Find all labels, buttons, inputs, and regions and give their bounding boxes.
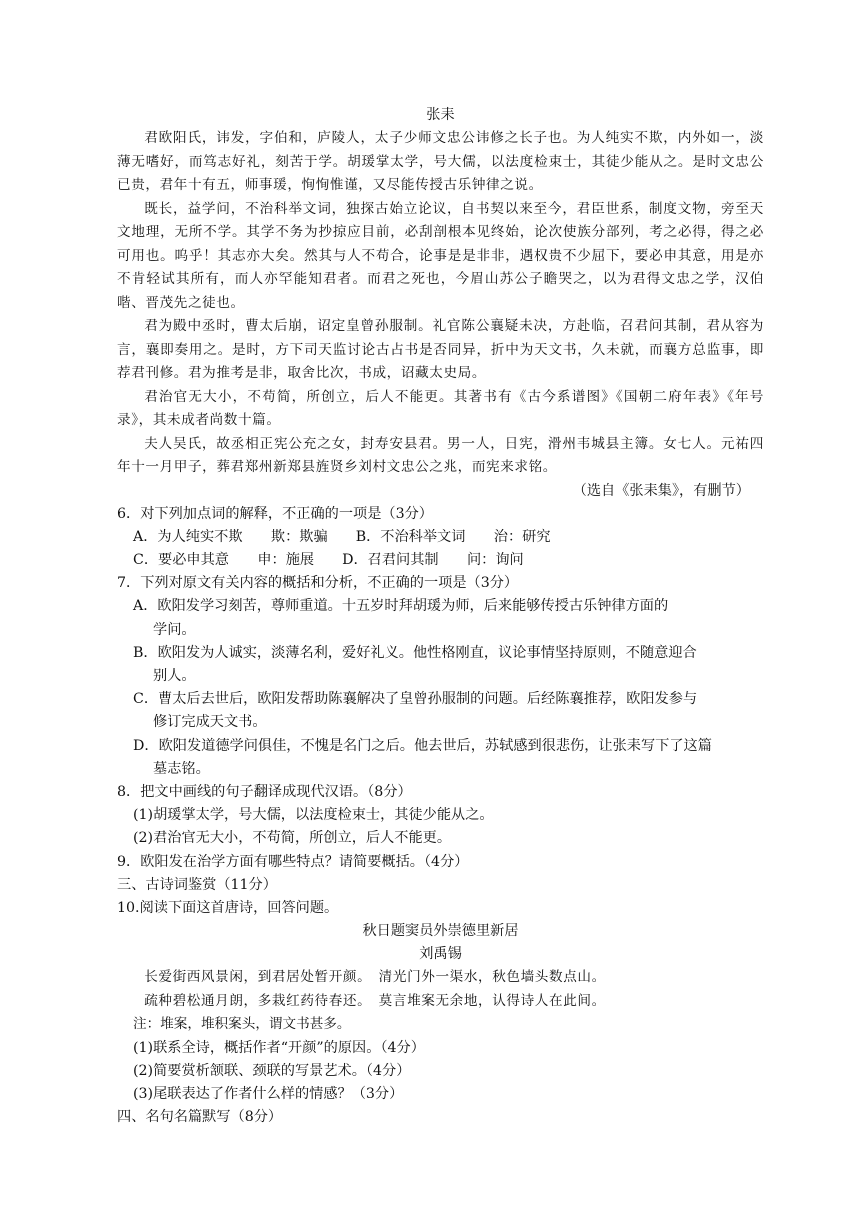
poem-line: 疏种碧松通月朗，多栽红药待春还。 莫言堆案无余地，认得诗人在此间。 bbox=[144, 992, 606, 1009]
poem-line: 长爱街西风景闲，到君居处暂开颜。 清光门外一渠水，秋色墙头数点山。 bbox=[144, 969, 606, 986]
poem-title: 秋日题窦员外崇德里新居 bbox=[362, 923, 519, 940]
question-10 bbox=[117, 897, 764, 1106]
question-10-stem: 10.阅读下面这首唐诗，回答问题。 bbox=[117, 899, 339, 916]
passage-title: 张耒 bbox=[426, 107, 455, 123]
question-8-item: (2)君治官无大小，不苟简，所创立，后人不能更。 bbox=[133, 830, 452, 847]
question-9: 9．欧阳发在治学方面有哪些特点？请简要概括。（4分） bbox=[117, 853, 469, 870]
option-b: B．欧阳发为人诚实，淡薄名利，爱好礼义。他性格刚直，议论事情坚持原则，不随意迎合 别人。 bbox=[133, 644, 697, 684]
option-b: B．不治科举文词 治：研究 bbox=[355, 528, 551, 545]
option-d: D．召君问其制 问：询问 bbox=[342, 551, 524, 568]
poem-text bbox=[117, 966, 764, 1013]
option-a: A．欧阳发学习刻苦，尊师重道。十五岁时拜胡瑗为师，后来能够传授古乐钟律方面的 学问。 bbox=[133, 598, 669, 638]
question-7-stem: 7．下列对原文有关内容的概括和分析，不正确的一项是（3分） bbox=[117, 575, 519, 592]
section-3-heading: 三、古诗词鉴赏（11分） bbox=[117, 876, 277, 893]
question-6 bbox=[117, 503, 764, 573]
passage-paragraph: 君欧阳氏，讳发，字伯和，庐陵人，太子少师文忠公讳修之长子也。为人纯实不欺，内外如一，淡薄无嗜好，而笃志好礼，刻苦于学。胡瑗掌太学，号大儒，以法度检束士，其徒少能从之。是时文忠公已贵，君年十有五，师事瑗，恂恂惟谨，又尽能传授古乐钟律之说。 bbox=[117, 130, 764, 193]
option-d: D．欧阳发道德学问俱佳，不愧是名门之后。他去世后，苏轼感到很悲伤，让张耒写下了这篇 墓志铭。 bbox=[133, 737, 712, 777]
question-10-item: (2)简要赏析颔联、颈联的写景艺术。（4分） bbox=[133, 1062, 411, 1079]
question-8-item: (1)胡瑗掌太学，号大儒，以法度检束士，其徒少能从之。 bbox=[133, 807, 494, 824]
option-c: C．曹太后去世后，欧阳发帮助陈襄解决了皇曾孙服制的问题。后经陈襄推荐，欧阳发参与 修订完成天文书。 bbox=[133, 691, 698, 731]
passage-paragraph: 夫人吴氏，故丞相正宪公充之女，封寿安县君。男一人，日宪，滑州韦城县主簿。女七人。元祐四年十一月甲子，葬君郑州新郑县旌贤乡刘村文忠公之兆，而宪来求铭。 bbox=[117, 435, 764, 475]
passage-text bbox=[117, 127, 764, 480]
question-7 bbox=[117, 572, 764, 781]
question-6-options-row bbox=[117, 526, 764, 549]
question-6-stem: 6．对下列加点词的解释，不正确的一项是（3分） bbox=[117, 505, 433, 522]
poem-author: 刘禹锡 bbox=[419, 946, 462, 963]
passage-paragraph: 君治官无大小，不苟简，所创立，后人不能更。其著书有《古今系谱图》《国朝二府年表》《年号录》，其未成者尚数十篇。 bbox=[117, 388, 764, 428]
passage-source: （选自《张耒集》，有删节） bbox=[572, 482, 750, 499]
option-c: C．要必申其意 申：施展 bbox=[133, 551, 315, 568]
question-8-stem: 8．把文中画线的句子翻译成现代汉语。（8分） bbox=[117, 783, 412, 800]
question-6-options-row bbox=[117, 549, 764, 572]
passage-paragraph: 既长，益学问，不治科举文词，独探古始立论议，自书契以来至今，君臣世系，制度文物，旁至天文地理，无所不学。其学不务为抄掠应目前，必刮剖根本见终始，论次使族分部列，考之必得，得之必可用也。呜乎！其志亦大矣。然其与人不苟合，论事是是非非，遇权贵不少屈下，要必申其意，用是亦不肯轻试其所有，而人亦罕能知君者。而君之死也，今眉山苏公子瞻哭之，以为君得文忠之学，汉伯喈、晋茂先之徒也。 bbox=[117, 200, 764, 311]
passage-paragraph: 君为殿中丞时，曹太后崩，诏定皇曾孙服制。礼官陈公襄疑未决，方赴临，召君问其制，君从容为言，襄即奏用之。是时，方下司天监讨论古占书是否同异，折中为天文书，久未就，而襄方总监事，即荐君刊修。君为推考是非，取舍比次，书成，诏藏太史局。 bbox=[117, 318, 764, 381]
section-4-heading: 四、名句名篇默写（8分） bbox=[117, 1109, 283, 1126]
question-10-item: (3)尾联表达了作者什么样的情感？（3分） bbox=[133, 1086, 404, 1103]
question-10-item: (1)联系全诗，概括作者“开颜”的原因。（4分） bbox=[133, 1039, 425, 1056]
poem-note: 注：堆案，堆积案头，谓文书甚多。 bbox=[133, 1016, 351, 1033]
question-8 bbox=[117, 781, 764, 851]
option-a: A．为人纯实不欺 欺：欺骗 bbox=[133, 528, 328, 545]
